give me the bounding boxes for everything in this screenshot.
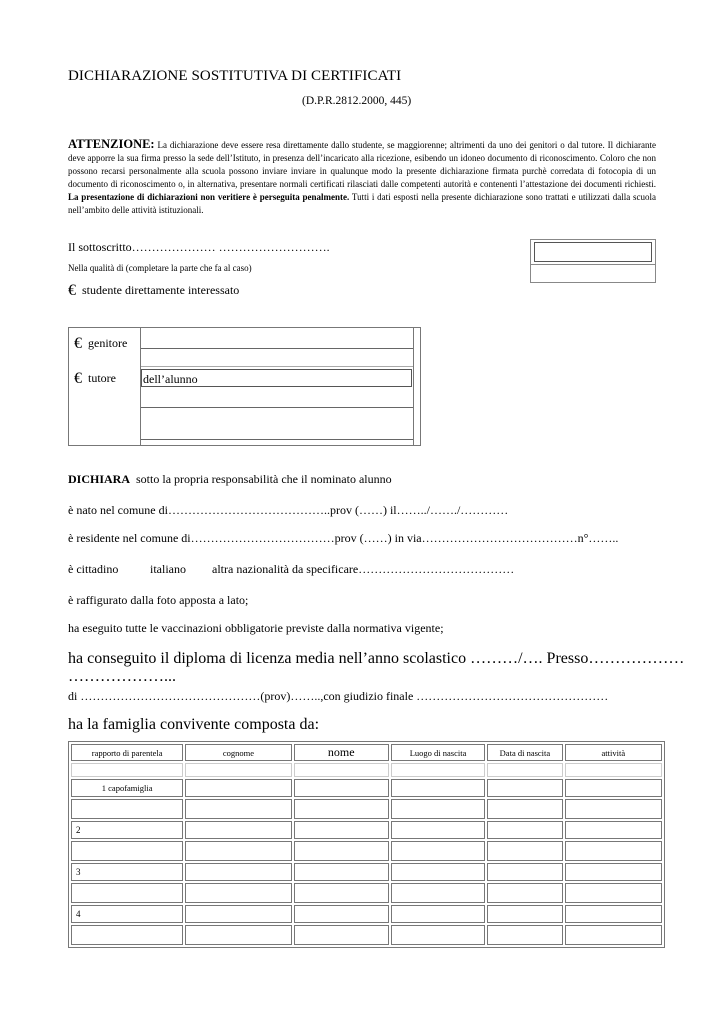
table-cell[interactable] [565, 863, 662, 881]
table-cell[interactable] [391, 779, 485, 797]
vaccinazioni-line: ha eseguito tutte le vaccinazioni obbligatorie previste dalla normativa vigente; [68, 621, 444, 635]
photo-box[interactable] [530, 239, 656, 283]
attention-notice [68, 138, 656, 216]
table-cell[interactable] [185, 779, 291, 797]
table-row[interactable] [71, 863, 662, 881]
table-cell[interactable] [294, 821, 389, 839]
table-cell[interactable] [71, 841, 183, 861]
table-cell[interactable] [185, 799, 291, 819]
diploma-line-3: di ………………………………………(prov)……..,con giudizio finale ………………………………………… [68, 689, 609, 703]
checkbox-euro-icon[interactable]: € [68, 282, 76, 299]
guardian-box [68, 327, 421, 446]
table-cell[interactable] [391, 821, 485, 839]
checkbox-euro-icon[interactable]: € [74, 370, 82, 387]
dichiara-line [68, 472, 392, 487]
table-cell[interactable] [487, 863, 562, 881]
table-cell[interactable] [565, 779, 662, 797]
header-luogo: Luogo di nascita [391, 744, 485, 761]
cittadino-label: è cittadino [68, 562, 119, 576]
option-tutore-label: tutore [88, 371, 116, 385]
table-cell[interactable] [294, 905, 389, 923]
attention-text-2: Tutti i dati esposti nella presente dichiarazione sono trattati e utilizzati dalla scuola nell’ambito delle attività istituzionali. [68, 191, 656, 215]
table-cell[interactable] [294, 779, 389, 797]
table-cell[interactable] [391, 799, 485, 819]
document-title: DICHIARAZIONE SOSTITUTIVA DI CERTIFICATI [68, 68, 402, 84]
table-cell[interactable] [71, 925, 183, 945]
table-cell[interactable] [294, 883, 389, 903]
table-cell[interactable] [487, 841, 562, 861]
table-cell[interactable] [487, 905, 562, 923]
attention-bold-warning: La presentazione di dichiarazioni non veritiere è perseguita penalmente. [68, 191, 350, 202]
header-attivita: attività [565, 744, 662, 761]
attention-text-1: La dichiarazione deve essere resa direttamente dallo studente, se maggiorenne; altrimenti da uno dei genitori o dal tutore. Il dichiarante deve apporre la sua firma presso la sede dell’Istituto, in presenza dell’incaricato alla ricezione, esibendo un idoneo documento di riconoscimento. Coloro che non possono recarsi personalmente alla scuola possono inviare inviare in qualunque modo la presente dichiarazione firmata purchè corredata di fotocopia di un documento di riconoscimento o, in alternativa, presentare normali certificati rilasciati dalle competenti autorità e contenenti l’attestazione dei documenti richiesti. [68, 140, 657, 189]
table-cell[interactable] [487, 799, 562, 819]
table-cell[interactable] [487, 779, 562, 797]
altra-nazionalita-label: altra nazionalità da specificare………………………………… [212, 562, 515, 576]
table-cell[interactable] [71, 883, 183, 903]
famiglia-heading: ha la famiglia convivente composta da: [68, 716, 320, 733]
table-cell[interactable] [185, 841, 291, 861]
row-label-3[interactable]: 3 [71, 863, 183, 881]
family-table [68, 741, 665, 948]
header-cognome: cognome [185, 744, 291, 761]
divider [413, 328, 414, 445]
italiano-label: italiano [150, 562, 186, 576]
genitore-field[interactable] [141, 348, 413, 349]
dichiara-rest: sotto la propria responsabilità che il nominato alunno [136, 472, 392, 486]
table-cell[interactable] [71, 799, 183, 819]
table-cell[interactable] [487, 925, 562, 945]
table-cell[interactable] [185, 883, 291, 903]
table-row[interactable] [71, 925, 662, 945]
table-cell[interactable] [565, 883, 662, 903]
genitore-field-2[interactable] [141, 366, 413, 367]
table-row[interactable] [71, 883, 662, 903]
table-cell[interactable] [565, 821, 662, 839]
row-label-2[interactable]: 2 [71, 821, 183, 839]
table-row[interactable] [71, 799, 662, 819]
diploma-line-2: ………………... [68, 668, 176, 685]
table-cell[interactable] [294, 799, 389, 819]
option-studente-label: studente direttamente interessato [82, 283, 240, 297]
table-cell[interactable] [185, 821, 291, 839]
divider [531, 264, 655, 265]
checkbox-euro-icon[interactable]: € [74, 335, 82, 352]
header-rapporto: rapporto di parentela [71, 744, 183, 761]
table-cell[interactable] [487, 821, 562, 839]
table-cell[interactable] [294, 863, 389, 881]
table-cell[interactable] [391, 863, 485, 881]
table-row[interactable] [71, 841, 662, 861]
table-cell[interactable] [185, 925, 291, 945]
document-subtitle: (D.P.R.2812.2000, 445) [302, 95, 412, 107]
nato-line: è nato nel comune di…………………………………..prov (……) il……../……./………… [68, 503, 509, 517]
table-cell[interactable] [391, 905, 485, 923]
photo-box-field[interactable] [534, 242, 652, 262]
diploma-line-1: ha conseguito il diploma di licenza media nell’anno scolastico ………/…. Presso……………… [68, 650, 685, 667]
option-tutore[interactable] [74, 369, 116, 387]
alunno-field-2[interactable] [141, 407, 413, 408]
qualita-note: Nella qualità di (completare la parte che fa al caso) [68, 263, 252, 273]
option-genitore[interactable] [74, 334, 127, 352]
dichiara-bold: DICHIARA [68, 472, 131, 486]
row-label-1[interactable]: 1 capofamiglia [71, 779, 183, 797]
alunno-label: dell’alunno [143, 372, 198, 386]
header-nome: nome [294, 744, 389, 761]
table-cell[interactable] [294, 925, 389, 945]
table-cell[interactable] [185, 905, 291, 923]
table-cell[interactable] [565, 841, 662, 861]
option-genitore-label: genitore [88, 336, 128, 350]
alunno-field[interactable] [141, 369, 412, 387]
table-cell[interactable] [565, 799, 662, 819]
table-cell[interactable] [565, 925, 662, 945]
option-studente[interactable] [68, 281, 239, 299]
attention-heading: ATTENZIONE: [68, 137, 155, 151]
table-cell[interactable] [391, 925, 485, 945]
sottoscritto-line: Il sottoscritto………………… ………………………. [68, 240, 330, 254]
alunno-field-3[interactable] [141, 439, 413, 440]
table-cell[interactable] [565, 905, 662, 923]
header-data: Data di nascita [487, 744, 562, 761]
table-row[interactable] [71, 905, 662, 923]
residente-line: è residente nel comune di………………………………prov (……) in via…………………………………n°…….. [68, 531, 619, 545]
row-label-4[interactable]: 4 [71, 905, 183, 923]
table-cell[interactable] [391, 883, 485, 903]
table-cell[interactable] [185, 863, 291, 881]
table-cell[interactable] [391, 841, 485, 861]
table-row[interactable] [71, 779, 662, 797]
foto-line: è raffigurato dalla foto apposta a lato; [68, 593, 249, 607]
table-row[interactable] [71, 821, 662, 839]
table-spacer-row [71, 763, 662, 777]
table-header-row [71, 744, 662, 761]
table-cell[interactable] [487, 883, 562, 903]
table-cell[interactable] [294, 841, 389, 861]
